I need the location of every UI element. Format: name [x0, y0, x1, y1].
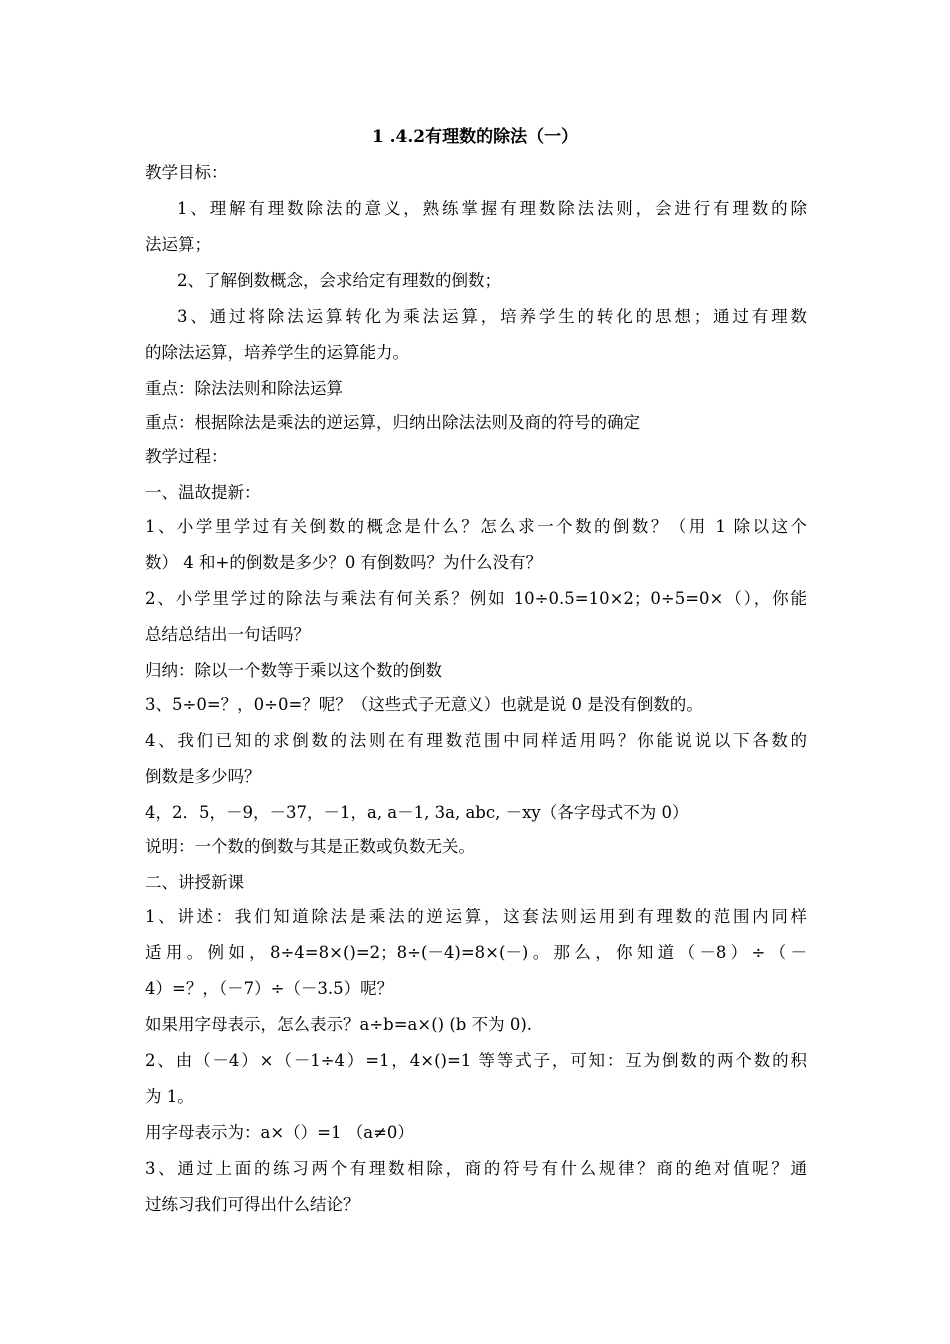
lesson-3-line-1: 3、通过上面的练习两个有理数相除，商的符号有什么规律？商的绝对值呢？通	[145, 1159, 807, 1178]
lesson-1-line-3: 4）=？，（－7）÷（－3.5）呢？	[145, 979, 394, 998]
difficult-point: 重点：根据除法是乘法的逆运算，归纳出除法法则及商的符号的确定	[145, 413, 640, 432]
summary-note: 归纳：除以一个数等于乘以这个数的倒数	[145, 661, 442, 680]
lesson-2-line-2: 为 1。	[145, 1087, 194, 1106]
letter-expression: 如果用字母表示，怎么表示？a÷b=a×() (b 不为 0).	[145, 1015, 533, 1034]
section-heading-new-lesson: 二、讲授新课	[145, 873, 244, 892]
review-1-line-2: 数） 4 和+的倒数是多少？0 有倒数吗？为什么没有？	[145, 553, 543, 572]
lesson-1-line-1: 1、讲述：我们知道除法是乘法的逆运算，这套法则运用到有理数的范围内同样	[145, 907, 807, 926]
document-title: 1 .4.2有理数的除法（一）	[371, 127, 579, 147]
review-2-line-2: 总结总结出一句话吗？	[145, 625, 310, 644]
review-4-line-2: 倒数是多少吗？	[145, 767, 261, 786]
letter-formula: 用字母表示为：a×（）=1 （a≠0）	[145, 1123, 414, 1142]
review-3: 3、5÷0=？，0÷0=？呢？（这些式子无意义）也就是说 0 是没有倒数的。	[145, 695, 703, 714]
lesson-2-line-1: 2、由（－4）×（－1÷4）=1，4×()=1 等等式子，可知：互为倒数的两个数的积	[145, 1051, 807, 1070]
lesson-3-line-2: 过练习我们可得出什么结论？	[145, 1195, 360, 1214]
objective-1-line-1: 1、理解有理数除法的意义，熟练掌握有理数除法法则，会进行有理数的除	[177, 199, 807, 218]
section-heading-objectives: 教学目标：	[145, 163, 228, 182]
review-4-line-1: 4、我们已知的求倒数的法则在有理数范围中同样适用吗？你能说说以下各数的	[145, 731, 807, 750]
objective-1-line-2: 法运算；	[145, 235, 211, 254]
reciprocal-list: 4，2．5，－9，－37，－1，a, a－1, 3a, abc, －xy（各字母式不为 0）	[145, 803, 689, 822]
objective-3-line-1: 3、通过将除法运算转化为乘法运算，培养学生的转化的思想；通过有理数	[177, 307, 807, 326]
lesson-1-line-2: 适用。例如，8÷4=8×()=2；8÷(－4)=8×(－)。那么，你知道（－8）÷（－	[145, 943, 807, 962]
section-heading-review: 一、温故提新：	[145, 483, 261, 502]
objective-2: 2、了解倒数概念，会求给定有理数的倒数；	[177, 271, 501, 290]
review-2-line-1: 2、小学里学过的除法与乘法有何关系？例如 10÷0.5=10×2；0÷5=0×（），你能	[145, 589, 807, 608]
objective-3-line-2: 的除法运算，培养学生的运算能力。	[145, 343, 409, 362]
explanation-note: 说明：一个数的倒数与其是正数或负数无关。	[145, 837, 475, 856]
review-1-line-1: 1、小学里学过有关倒数的概念是什么？怎么求一个数的倒数？（用 1 除以这个	[145, 517, 807, 536]
section-heading-process: 教学过程：	[145, 447, 228, 466]
key-point: 重点：除法法则和除法运算	[145, 379, 343, 398]
